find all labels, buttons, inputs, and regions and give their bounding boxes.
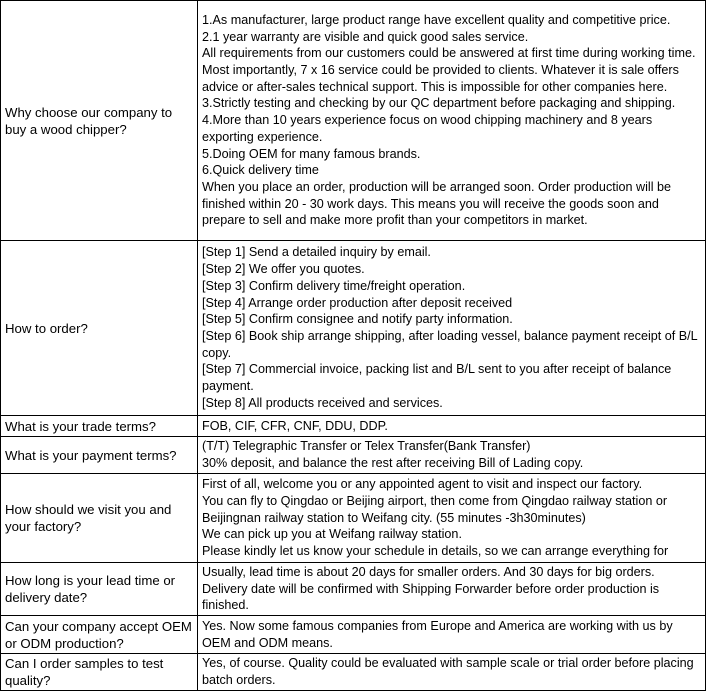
answer-line: [Step 3] Confirm delivery time/freight operation.: [202, 278, 466, 293]
answer-line: FOB, CIF, CFR, CNF, DDU, DDP.: [202, 418, 388, 433]
answer-line: (T/T) Telegraphic Transfer or Telex Transfer(Bank Transfer): [202, 439, 531, 454]
question-cell: What is your trade terms?: [1, 416, 198, 437]
faq-row-visit-factory: [1, 474, 706, 563]
answer-cell: [198, 241, 706, 416]
answer-line: 2.1 year warranty are visible and quick good sales service.: [202, 29, 529, 44]
answer-cell: [198, 654, 706, 691]
question-cell: Why choose our company to buy a wood chipper?: [1, 1, 198, 241]
answer-line: [Step 4] Arrange order production after deposit received: [202, 295, 513, 310]
faq-row-lead-time: [1, 563, 706, 616]
answer-cell: [198, 474, 706, 563]
faq-row-oem-odm: [1, 616, 706, 654]
faq-row-why-choose: [1, 1, 706, 241]
faq-row-payment-terms: [1, 437, 706, 474]
question-cell: How long is your lead time or delivery date?: [1, 563, 198, 616]
faq-row-samples: [1, 654, 706, 691]
question-cell: Can I order samples to test quality?: [1, 654, 198, 691]
faq-row-how-to-order: [1, 241, 706, 416]
answer-line: First of all, welcome you or any appointed agent to visit and inspect our factory.: [202, 477, 643, 492]
answer-cell: [198, 1, 706, 241]
answer-cell: [198, 437, 706, 474]
answer-line: 4.More than 10 years experience focus on wood chipping machinery and 8 years exporting experience.: [202, 113, 653, 144]
question-cell: How should we visit you and your factory?: [1, 474, 198, 563]
faq-row-trade-terms: [1, 416, 706, 437]
answer-cell: [198, 616, 706, 654]
answer-line: [Step 8] All products received and services.: [202, 395, 443, 410]
answer-line: 6.Quick delivery time: [202, 163, 319, 178]
answer-line: 1.As manufacturer, large product range have excellent quality and competitive price.: [202, 12, 671, 27]
question-cell: What is your payment terms?: [1, 437, 198, 474]
answer-line: You can fly to Qingdao or Beijing airport, then come from Qingdao railway station or Beijingnan railway station to Weifang city. (55 minutes -3h30minutes): [202, 493, 668, 525]
answer-line: When you place an order, production will be arranged soon. Order production will be finished within 20 - 30 work days. This means you will receive the goods soon and prepare to sell and make more profit than your competitors in market.: [202, 179, 672, 228]
question-cell: Can your company accept OEM or ODM production?: [1, 616, 198, 654]
answer-line: 3.Strictly testing and checking by our QC department before packaging and shipping.: [202, 96, 676, 111]
answer-line: [Step 7] Commercial invoice, packing list and B/L sent to you after receipt of balance payment.: [202, 362, 672, 394]
answer-cell: [198, 416, 706, 437]
answer-line: 5.Doing OEM for many famous brands.: [202, 146, 421, 161]
answer-line: All requirements from our customers could be answered at first time during working time.: [202, 46, 696, 61]
answer-line: [Step 1] Send a detailed inquiry by email.: [202, 245, 431, 260]
answer-line: Usually, lead time is about 20 days for smaller orders. And 30 days for big orders. Delivery date will be confirmed with Shipping Forwarder before order production is finished.: [202, 565, 660, 613]
answer-line: Most importantly, 7 x 16 service could be provided to clients. Whatever it is sale offers advice or after-sales technical support. This is impossible for other companies here.: [202, 63, 679, 94]
answer-line: [Step 6] Book ship arrange shipping, after loading vessel, balance payment receipt of B/L copy.: [202, 329, 698, 360]
answer-line: [Step 2] We offer you quotes.: [202, 262, 365, 277]
answer-line: 30% deposit, and balance the rest after receiving Bill of Lading copy.: [202, 456, 584, 470]
answer-line: [Step 5] Confirm consignee and notify party information.: [202, 312, 513, 327]
answer-cell: [198, 563, 706, 616]
answer-line: We can pick up you at Weifang railway station.: [202, 527, 462, 542]
answer-line: Yes, of course. Quality could be evaluated with sample scale or trial order before placing batch orders.: [202, 656, 694, 688]
answer-line: Please kindly let us know your schedule in details, so we can arrange everything for: [202, 544, 669, 559]
question-cell: How to order?: [1, 241, 198, 416]
answer-line: Yes. Now some famous companies from Europe and America are working with us by OEM and ODM means.: [202, 618, 673, 650]
